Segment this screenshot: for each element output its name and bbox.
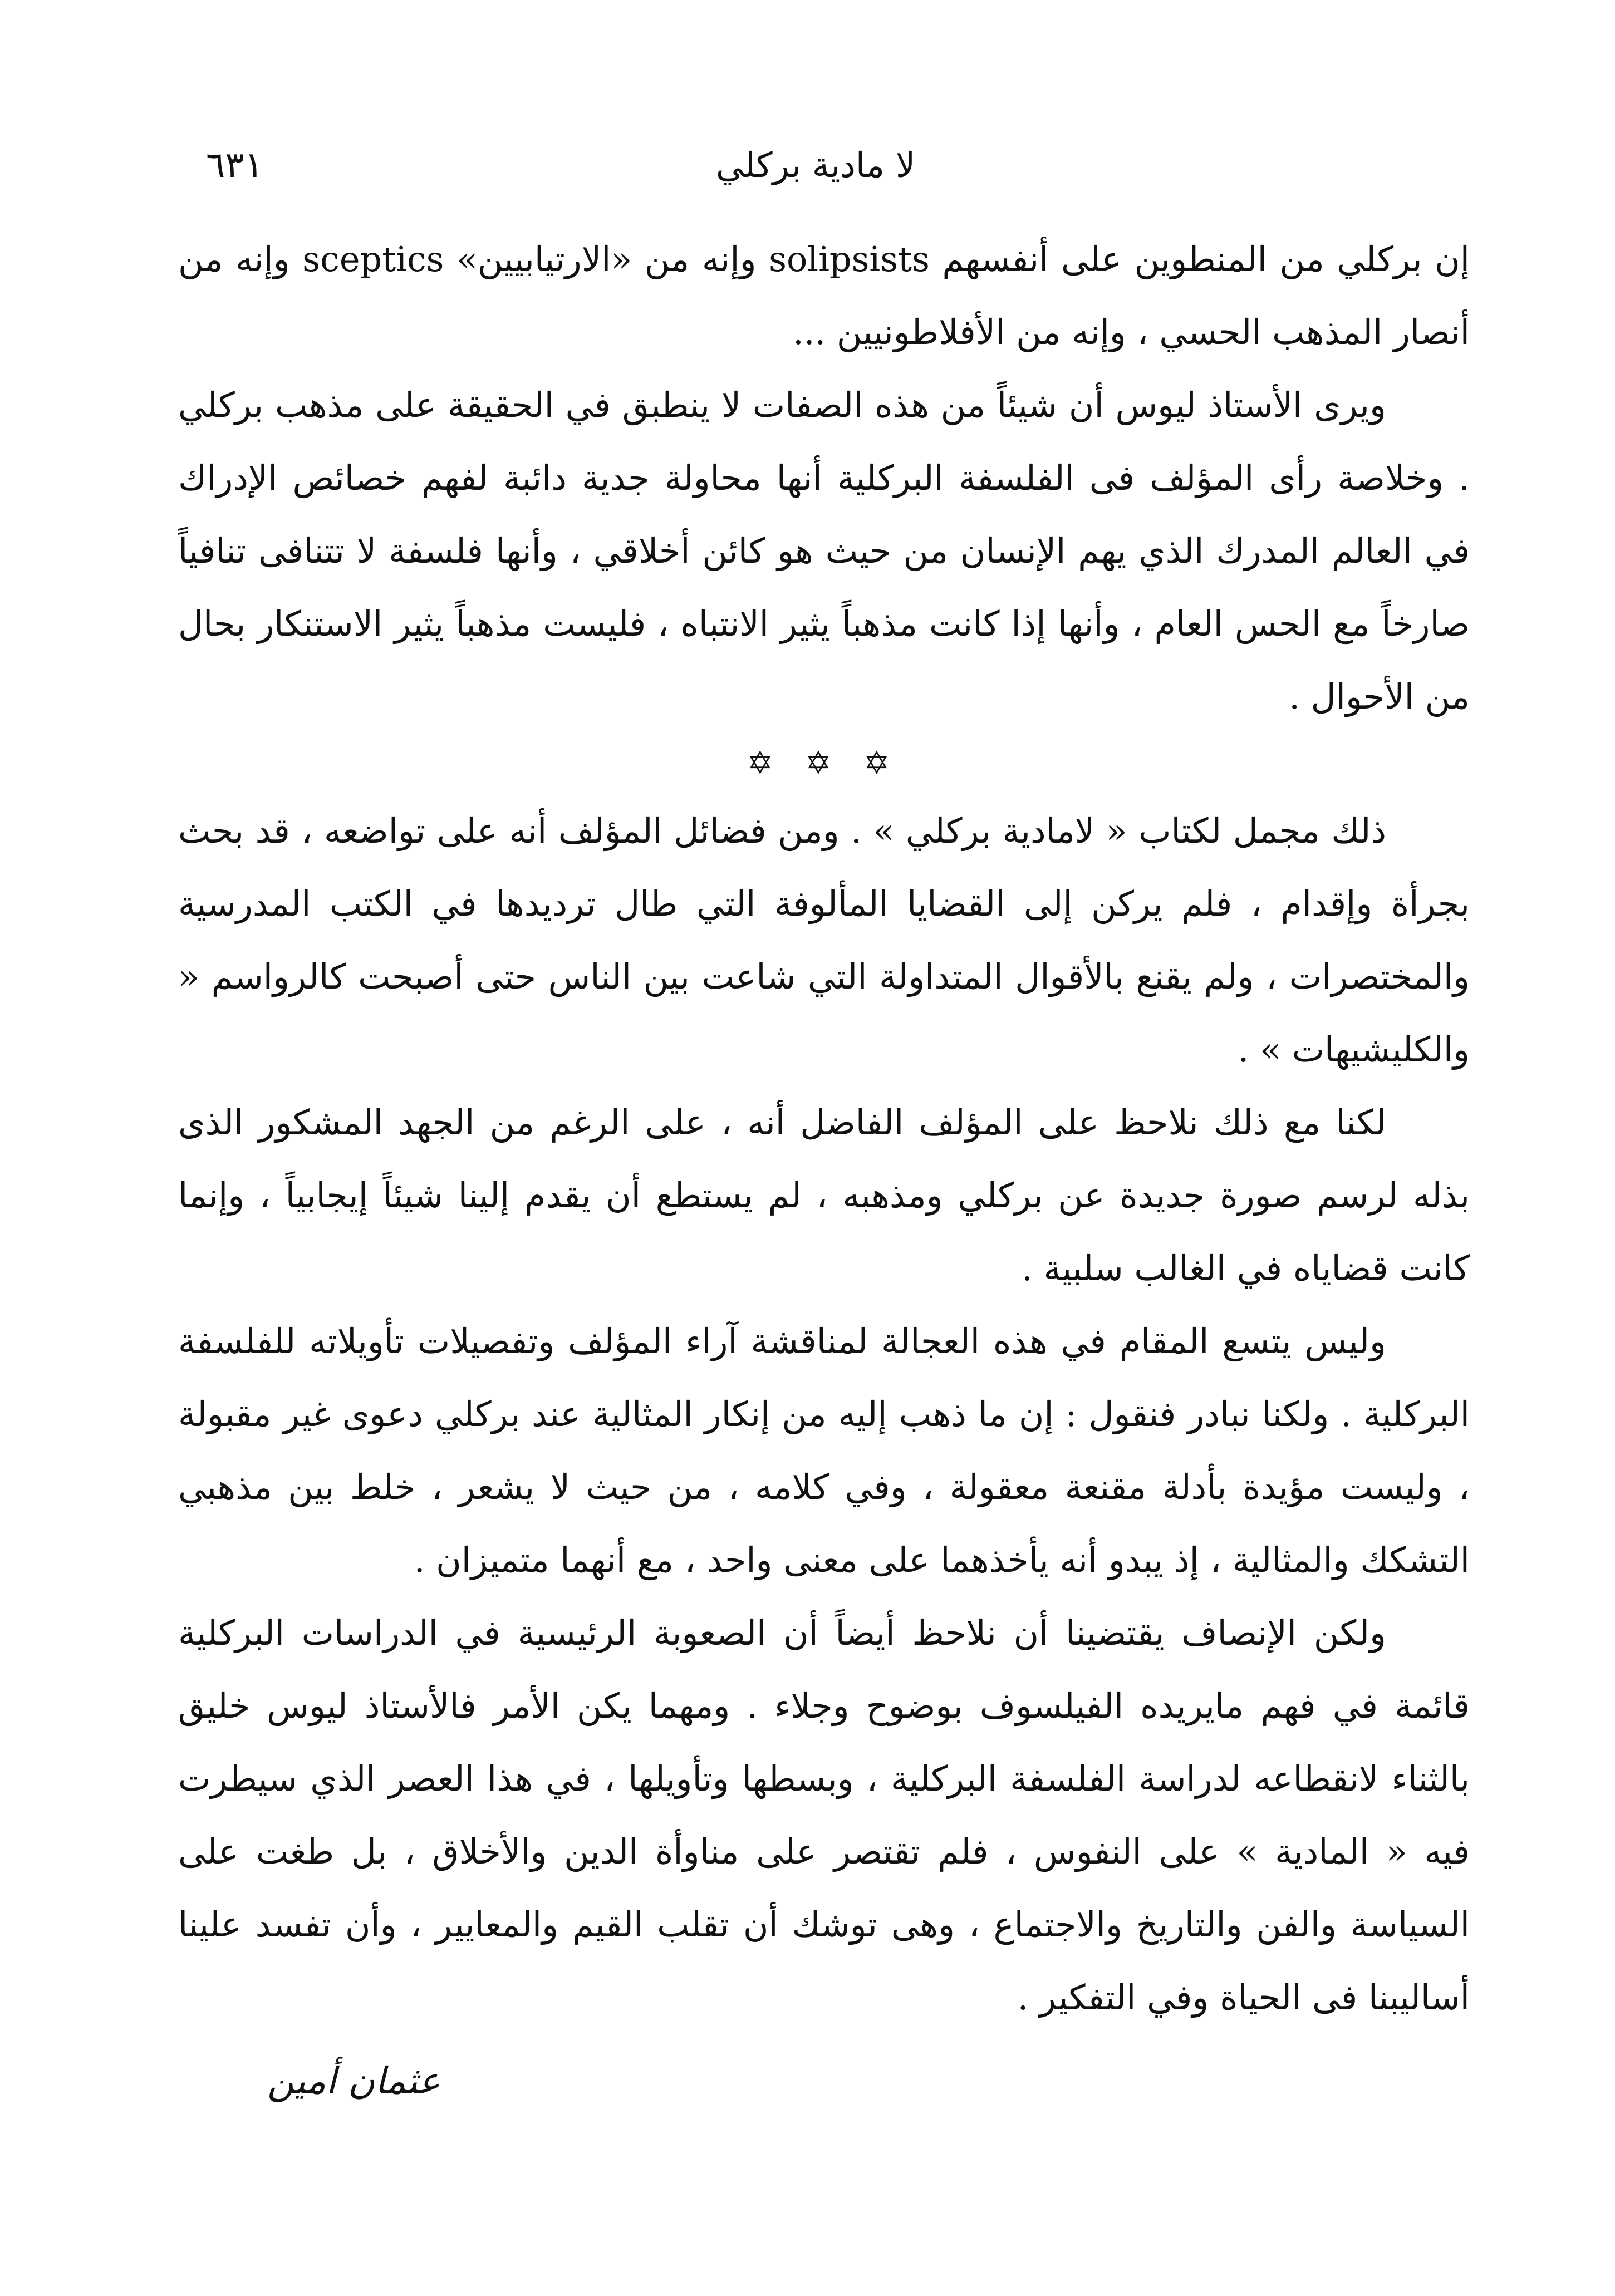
paragraph-1: إن بركلي من المنطوين على أنفسهم solipsists وإنه من «الارتيابيين» sceptics وإنه من أنصار المذهب الحسي ، وإنه من الأفلاطونيين ... xyxy=(178,239,1470,352)
paragraph-3: ذلك مجمل لكتاب « لامادية بركلي » . ومن فضائل المؤلف أنه على تواضعه ، قد بحث بجرأة وإقدام ، فلم يركن إلى القضايا المألوفة التي طال ترديدها في الكتب المدرسية والمختصرات ، ولم يقنع بالأقوال المتداولة التي شاعت بين الناس حتى أصبحت كالرواسم « والكليشيهات » . xyxy=(178,810,1470,1070)
running-title: لا مادية بركلي xyxy=(715,145,916,185)
page-header xyxy=(167,139,1464,206)
paragraph-4: لكنا مع ذلك نلاحظ على المؤلف الفاضل أنه ، على الرغم من الجهد المشكور الذى بذله لرسم صورة جديدة عن بركلي ومذهبه ، لم يستطع أن يقدم إلينا شيئاً إيجابياً ، وإنما كانت قضاياه في الغالب سلبية . xyxy=(178,1102,1470,1289)
author-signature: عثمان أمين xyxy=(267,2059,440,2102)
page-number: ٦٣١ xyxy=(206,145,264,186)
article-body xyxy=(178,223,1470,2034)
paragraph-6: ولكن الإنصاف يقتضينا أن نلاحظ أيضاً أن الصعوبة الرئيسية في الدراسات البركلية قائمة في فهم مايريده الفيلسوف بوضوح وجلاء . ومهما يكن الأمر فالأستاذ ليوس خليق بالثناء لانقطاعه لدراسة الفلسفة البركلية ، وبسطها وتأويلها ، في هذا العصر الذي سيطرت فيه « المادية » على النفوس ، فلم تقتصر على مناوأة الدين والأخلاق ، بل طغت على السياسة والفن والتاريخ والاجتماع ، وهى توشك أن تقلب القيم والمعايير ، وأن تفسد علينا أساليبنا فى الحياة وفي التفكير . xyxy=(178,1612,1470,2018)
paragraph-5: وليس يتسع المقام في هذه العجالة لمناقشة آراء المؤلف وتفصيلات تأويلاته للفلسفة البركلية . ولكنا نبادر فنقول : إن ما ذهب إليه من إنكار المثالية عند بركلي دعوى غير مقبولة ، وليست مؤيدة بأدلة مقنعة معقولة ، وفي كلامه ، من حيث لا يشعر ، خلط بين مذهبي التشكك والمثالية ، إذ يبدو أنه يأخذهما على معنى واحد ، مع أنهما متميزان . xyxy=(178,1321,1470,1580)
paragraph-2: ويرى الأستاذ ليوس أن شيئاً من هذه الصفات لا ينطبق في الحقيقة على مذهب بركلي . وخلاصة رأى المؤلف فى الفلسفة البركلية أنها محاولة جدية دائبة لفهم خصائص الإدراك في العالم المدرك الذي يهم الإنسان من حيث هو كائن أخلاقي ، وأنها فلسفة لا تتنافى تنافياً صارخاً مع الحس العام ، وأنها إذا كانت مذهباً يثير الانتباه ، فليست مذهباً يثير الاستنكار بحال من الأحوال . xyxy=(178,385,1470,717)
section-separator-stars: ✡ ✡ ✡ xyxy=(747,745,901,781)
